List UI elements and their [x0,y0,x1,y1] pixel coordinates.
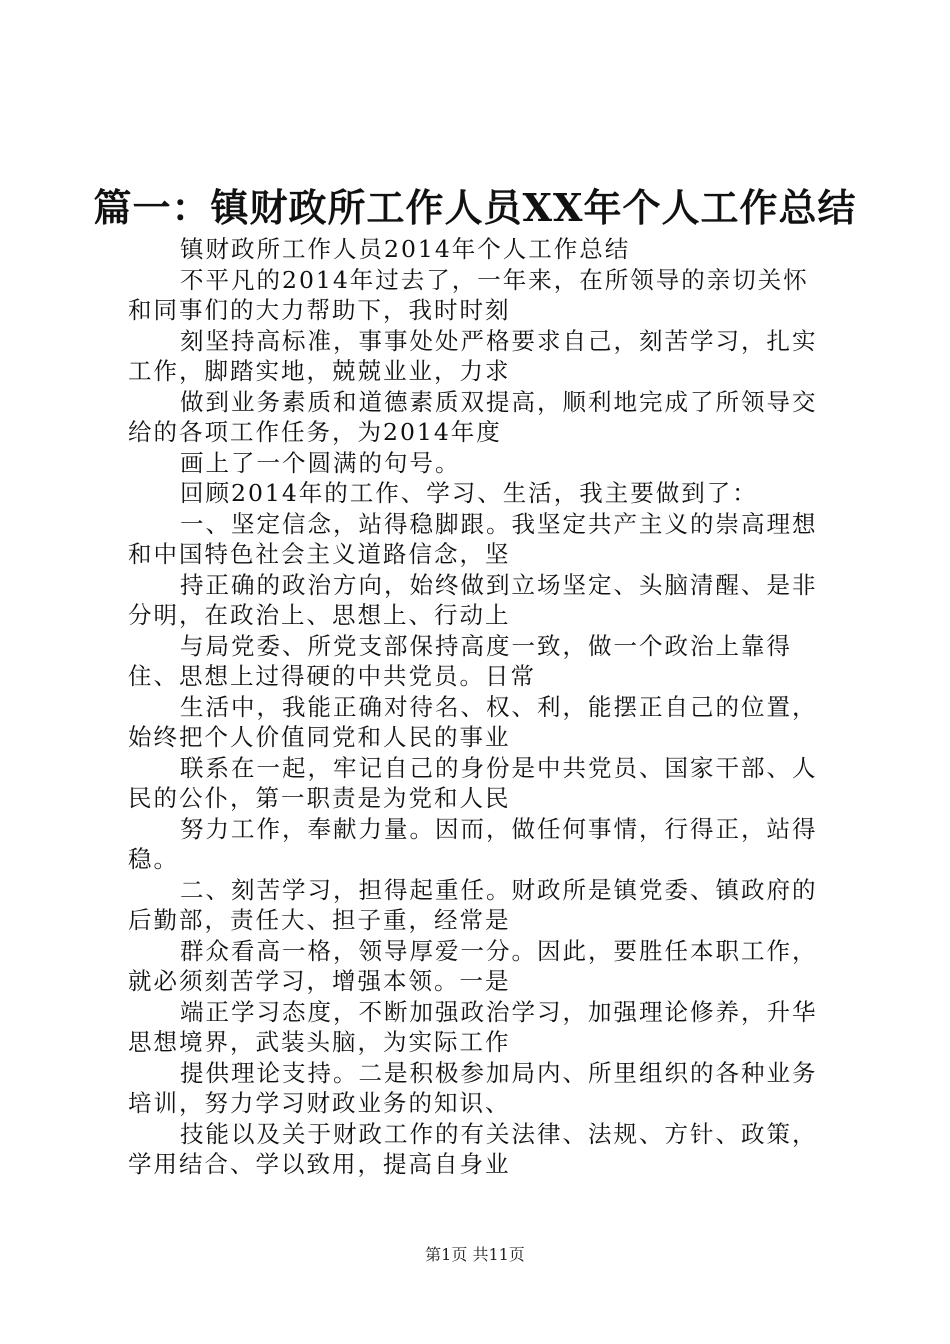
paragraph: 不平凡的2014年过去了，一年来，在所领导的亲切关怀和同事们的大力帮助下，我时时刻 [128,265,809,324]
document-body [128,234,833,1180]
paragraph: 生活中，我能正确对待名、权、利，能摆正自己的位置，始终把个人价值同党和人民的事业 [128,692,818,751]
paragraph: 画上了一个圆满的句号。 [180,448,461,477]
paragraph: 提供理论支持。二是积极参加局内、所里组织的各种业务培训，努力学习财政业务的知识、 [128,1058,818,1117]
paragraph: 联系在一起，牢记自己的身份是中共党员、国家干部、人民的公仆，第一职责是为党和人民 [128,753,818,812]
document-title: 篇一：镇财政所工作人员XX年个人工作总结 [93,185,857,230]
paragraph: 与局党委、所党支部保持高度一致，做一个政治上靠得住、思想上过得硬的中共党员。日常 [128,631,792,690]
paragraph: 群众看高一格，领导厚爱一分。因此，要胜任本职工作，就必须刻苦学习，增强本领。一是 [128,936,818,995]
page-footer: 第1页 共11页 [425,1245,525,1264]
paragraph: 回顾2014年的工作、学习、生活，我主要做到了： [180,479,758,507]
paragraph: 端正学习态度，不断加强政治学习，加强理论修养，升华思想境界，武装头脑，为实际工作 [128,997,818,1056]
paragraph: 刻坚持高标准，事事处处严格要求自己，刻苦学习，扎实工作，脚踏实地，兢兢业业，力求 [128,326,818,385]
paragraph: 二、刻苦学习，担得起重任。财政所是镇党委、镇政府的后勤部，责任大、担子重，经常是 [128,875,818,934]
paragraph: 持正确的政治方向，始终做到立场坚定、头脑清醒、是非分明，在政治上、思想上、行动上 [128,570,818,629]
paragraph: 做到业务素质和道德素质双提高，顺利地完成了所领导交给的各项工作任务，为2014年度 [128,387,818,446]
paragraph: 技能以及关于财政工作的有关法律、法规、方针、政策，学用结合、学以致用，提高自身业 [128,1119,818,1178]
paragraph: 一、坚定信念，站得稳脚跟。我坚定共产主义的崇高理想和中国特色社会主义道路信念，坚 [128,509,818,568]
paragraph: 镇财政所工作人员2014年个人工作总结 [180,235,631,263]
paragraph: 努力工作，奉献力量。因而，做任何事情，行得正，站得稳。 [128,814,818,873]
